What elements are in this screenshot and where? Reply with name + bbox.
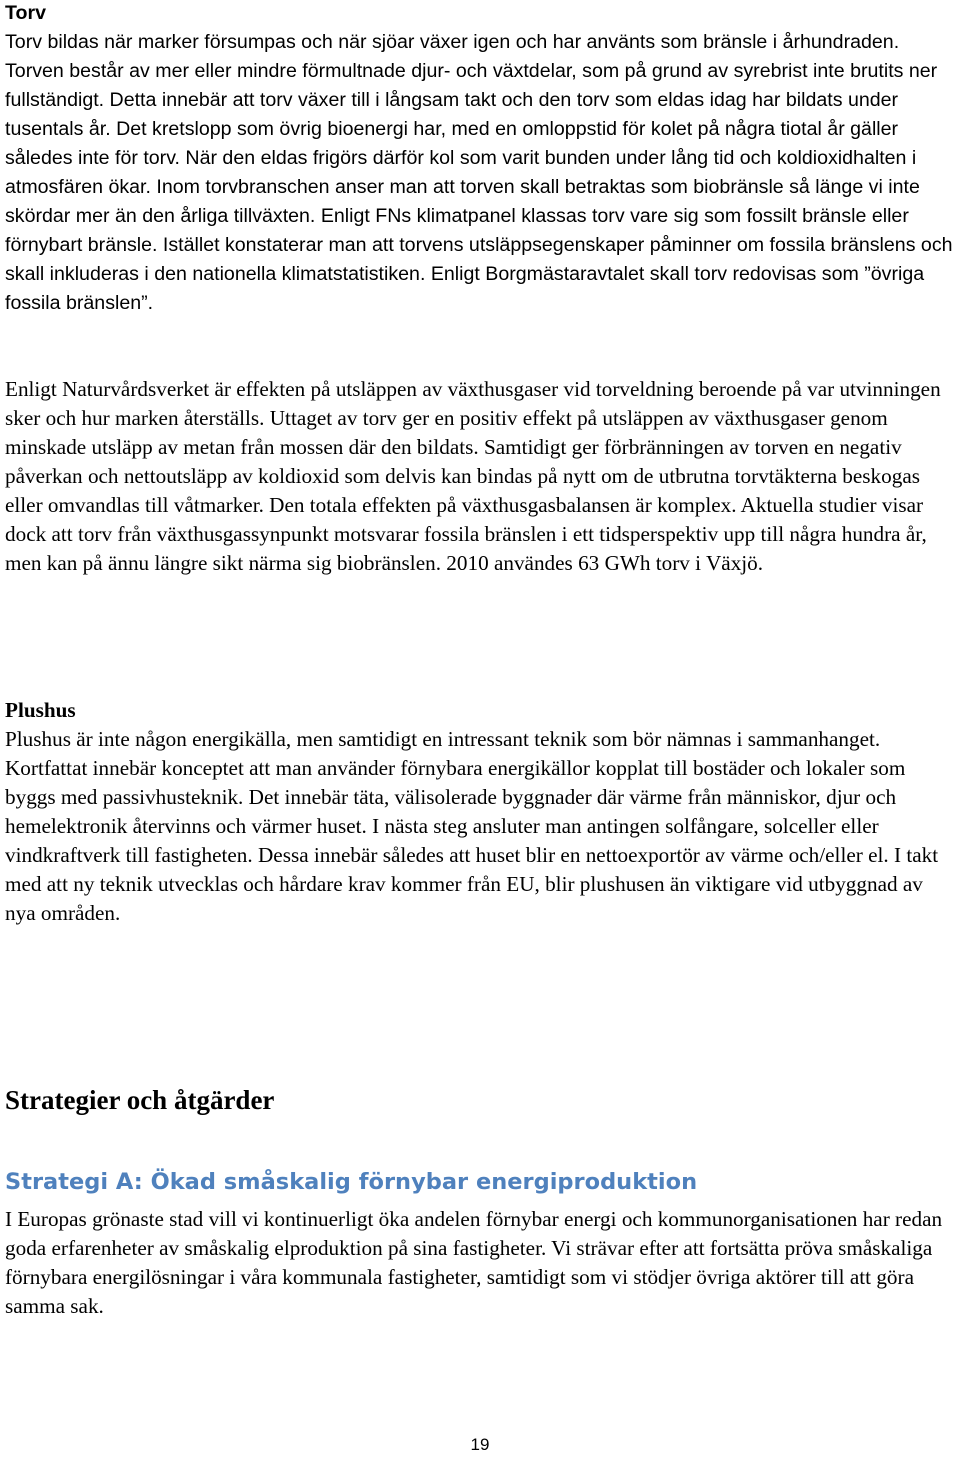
chapter-heading-strategier: Strategier och åtgärder (5, 1085, 275, 1115)
paragraph-torv-emissions: Enligt Naturvårdsverket är effekten på utsläppen av växthusgaser vid torveldning beroende på var utvinningen sker och hur marken återställs. Uttaget av torv ger en positiv effekt på utsläppen av växthusgaser genom minskade utsläpp av metan från mossen där den bildats. Samtidigt ger förbränningen av torven en negativ påverkan och nettoutsläpp av koldioxid som delvis kan bindas på nytt om de utbrutna torvtäkterna beskogas eller omvandlas till våtmarker. Den totala effekten på växthusgasbalansen är komplex. Aktuella studier visar dock att torv från växthusgassynpunkt motsvarar fossila bränslen i ett tidsperspektiv upp till några hundra år, men kan på ännu längre sikt närma sig biobränslen. 2010 användes 63 GWh torv i Växjö. (5, 377, 941, 575)
page-number: 19 (470, 1435, 490, 1454)
paragraph-torv-formation: Torv bildas när marker försumpas och när sjöar växer igen och har använts som bränsle i århundraden. Torven består av mer eller mindre förmultnade djur- och växtdelar, som på grund av syrebrist inte brutits ner fullständigt. Detta innebär att torv växer till i långsam takt och den torv som eldas idag har bildats under tusentals år. Det kretslopp som övrig bioenergi har, med en omloppstid för kolet på några tiotal år gäller således inte för torv. När den eldas frigörs därför kol som varit bunden under lång tid och koldioxidhalten i atmosfären ökar. Inom torvbranschen anser man att torven skall betraktas som biobränsle så länge vi inte skördar mer än den årliga tillväxten. Enligt FNs klimatpanel klassas torv vare sig som fossilt bränsle eller förnybart bränsle. Istället konstaterar man att torvens utsläppsegenskaper påminner om fossila bränslens och skall inkluderas i den nationella klimatstatistiken. Enligt Borgmästaravtalet skall torv redovisas som ”övriga fossila bränslen”. (5, 31, 953, 314)
paragraph-strategi-a: I Europas grönaste stad vill vi kontinuerligt öka andelen förnybar energi och kommunorganisationen har redan goda erfarenheter av småskalig elproduktion på sina fastigheter. Vi strävar efter att fortsätta pröva småskaliga förnybara energilösningar i våra kommunala fastigheter, samtidigt som vi stödjer övriga aktörer till att göra samma sak. (5, 1207, 943, 1318)
section-heading-strategi-a: Strategi A: Ökad småskalig förnybar energiproduktion (5, 1169, 698, 1195)
section-heading-plushus: Plushus (5, 698, 76, 722)
section-heading-torv: Torv (5, 2, 47, 24)
paragraph-plushus: Plushus är inte någon energikälla, men samtidigt en intressant teknik som bör nämnas i sammanhanget. Kortfattat innebär konceptet att man använder förnybara energikällor kopplat till bostäder och lokaler som byggs med passivhusteknik. Det innebär täta, välisolerade byggnader där värme från människor, djur och hemelektronik återvinns och värmer huset. I nästa steg ansluter man antingen solfångare, solceller eller vindkraftverk till fastigheten. Dessa innebär således att huset blir en nettoexportör av värme och/eller el. I takt med att ny teknik utvecklas och hårdare krav kommer från EU, blir plushusen än viktigare vid utbyggnad av nya områden. (5, 727, 939, 925)
